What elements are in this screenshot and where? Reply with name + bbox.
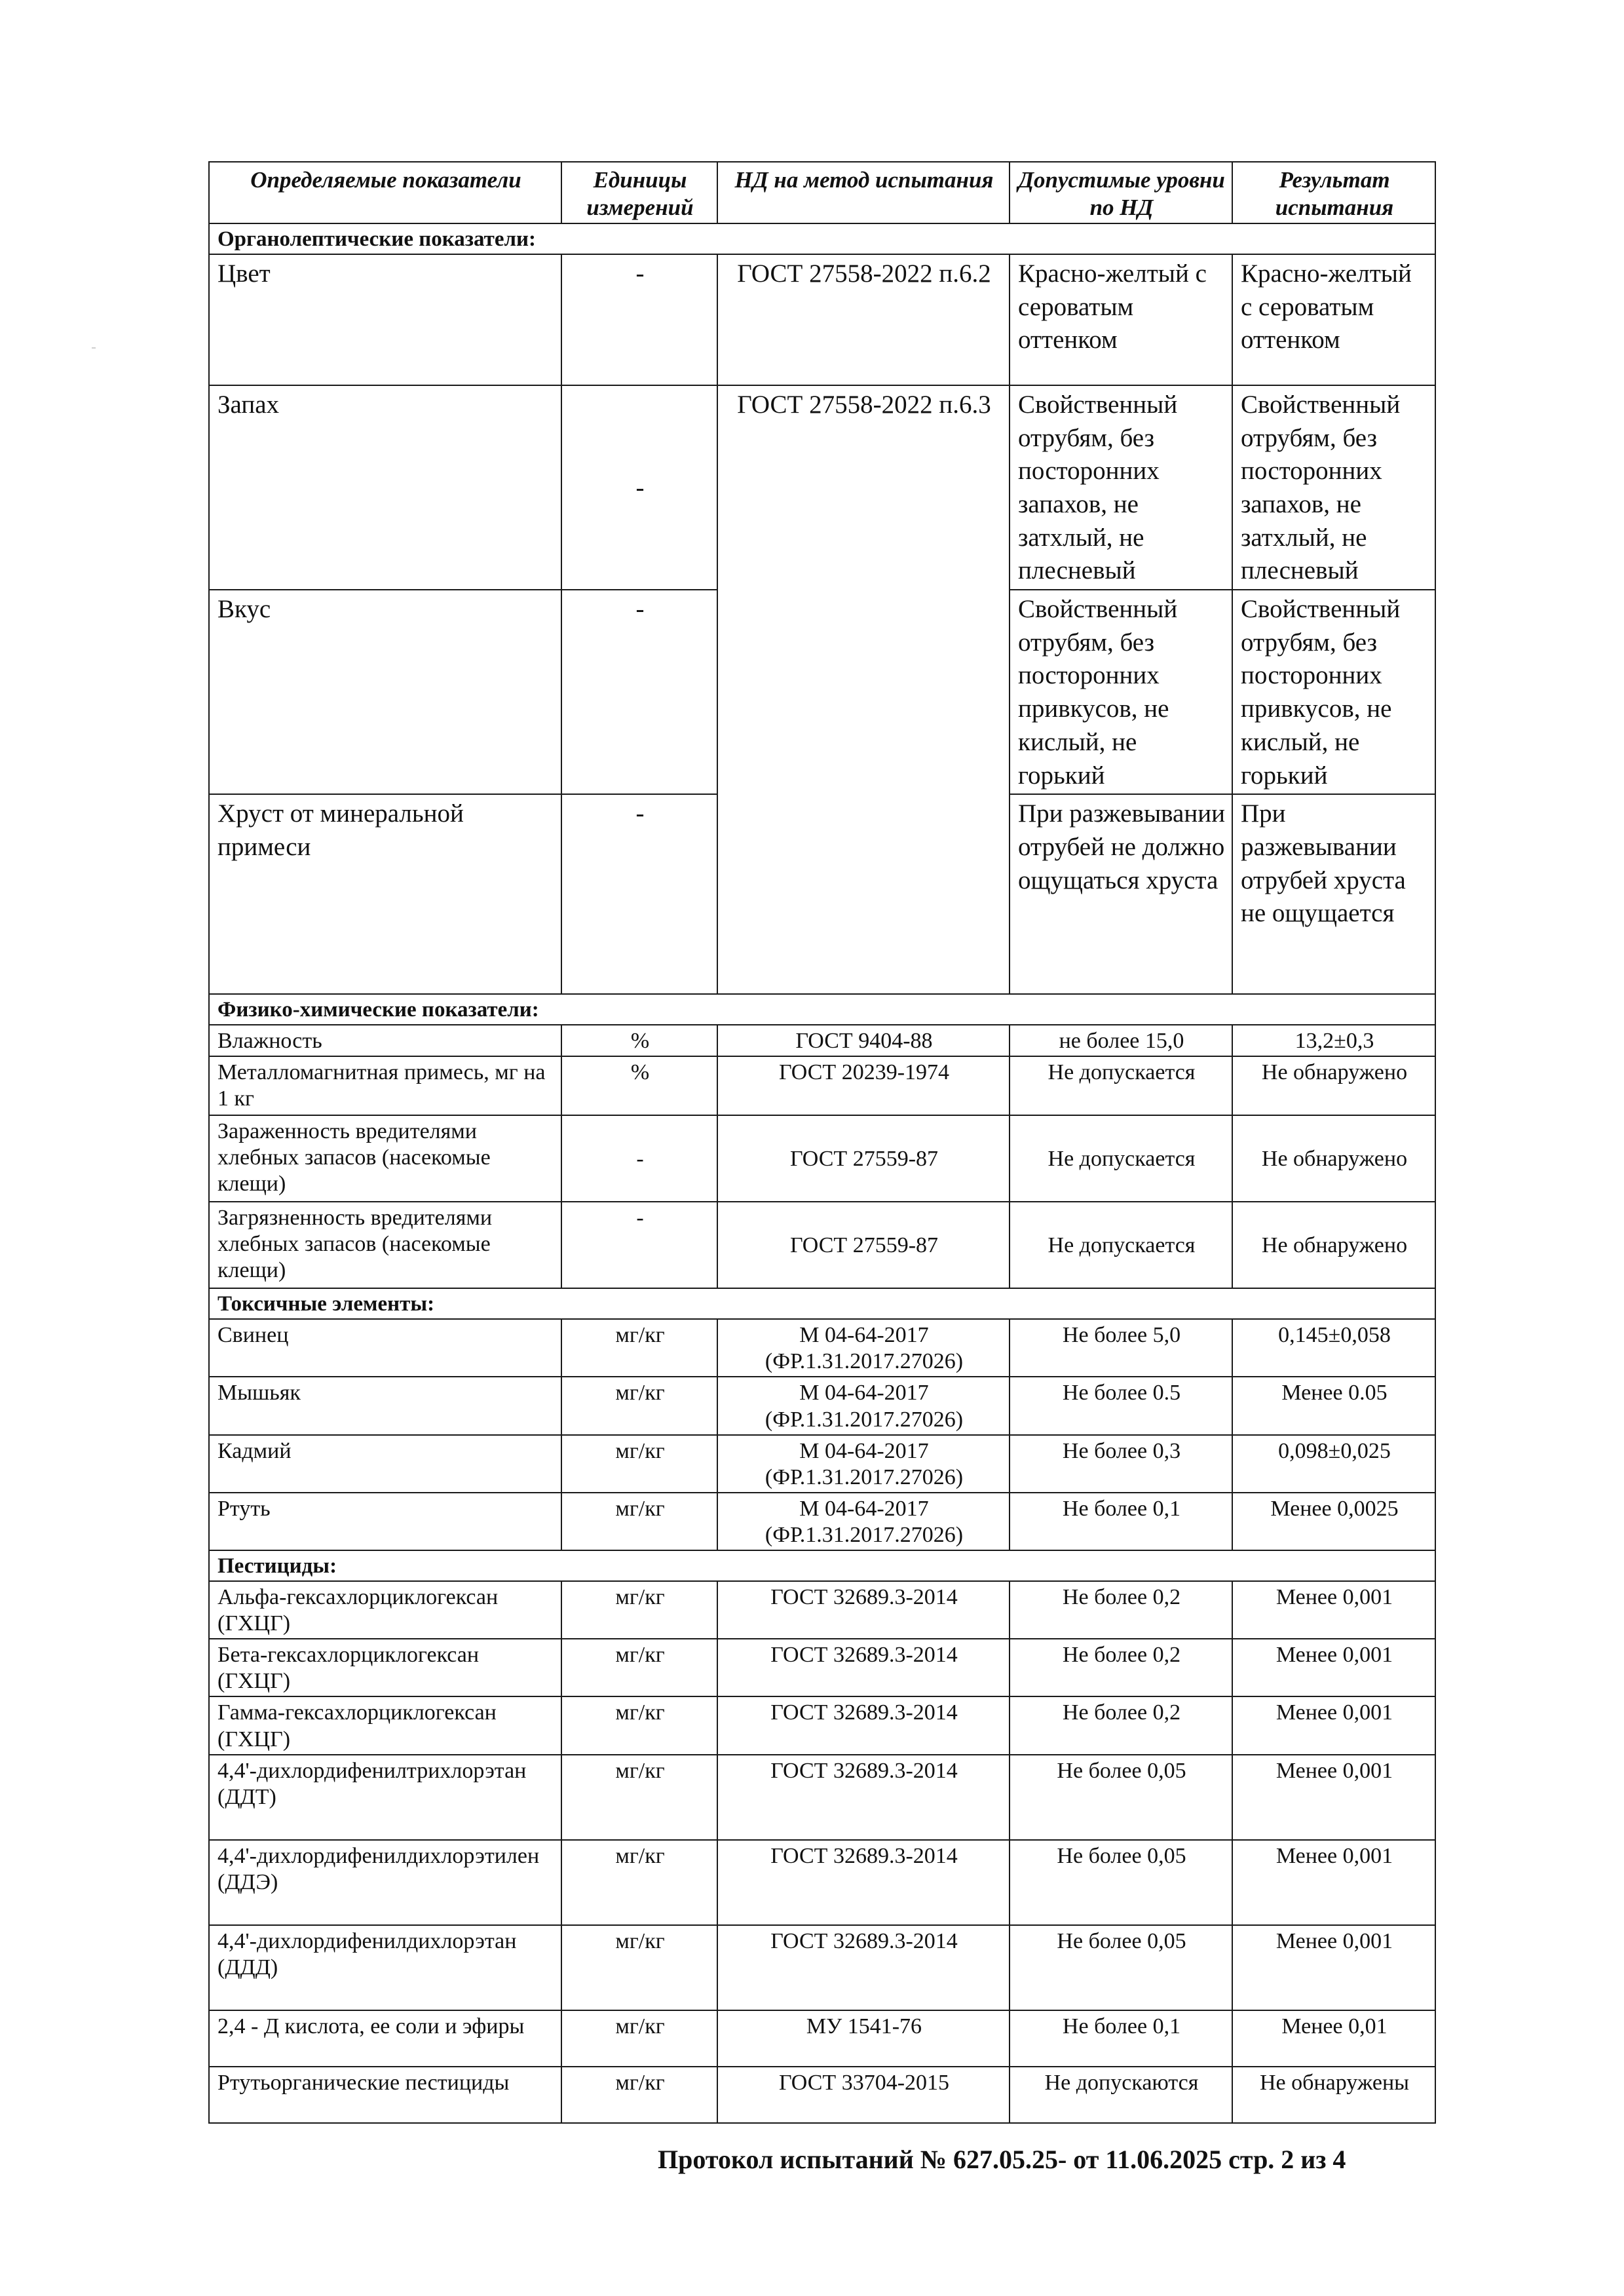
result-cell: Не обнаружены <box>1232 2067 1435 2123</box>
section-title: Физико-химические показатели: <box>209 994 1435 1025</box>
result-cell: Менее 0,001 <box>1232 1925 1435 2010</box>
indicator-cell: Металломагнитная примесь, мг на 1 кг <box>209 1056 561 1115</box>
indicator-cell: Влажность <box>209 1025 561 1056</box>
indicator-cell: Свинец <box>209 1319 561 1377</box>
result-cell: Менее 0,01 <box>1232 2010 1435 2067</box>
indicator-cell: Хруст от минеральной примеси <box>209 794 561 994</box>
unit-cell: мг/кг <box>561 2010 717 2067</box>
result-cell: При разжевывании отрубей хруста не ощущается <box>1232 794 1435 994</box>
result-cell: 0,098±0,025 <box>1232 1435 1435 1493</box>
table-row <box>209 1925 1435 2010</box>
method-cell: М 04-64-2017 (ФР.1.31.2017.27026) <box>717 1377 1010 1434</box>
result-cell: Менее 0,0025 <box>1232 1493 1435 1550</box>
limit-cell: Не более 0,2 <box>1010 1581 1232 1639</box>
section-title: Органолептические показатели: <box>209 223 1435 254</box>
table-row <box>209 1377 1435 1434</box>
result-cell: Свойственный отрубям, без посторонних привкусов, не кислый, не горький <box>1232 590 1435 794</box>
table-row <box>209 1493 1435 1550</box>
result-cell: Красно-желтый с сероватым оттенком <box>1232 254 1435 385</box>
limit-cell: Не более 0,2 <box>1010 1696 1232 1754</box>
unit-cell: мг/кг <box>561 1755 717 1840</box>
test-results-table <box>208 161 1436 2124</box>
table-row <box>209 1840 1435 1925</box>
unit-cell: мг/кг <box>561 1377 717 1434</box>
limit-cell: Не допускается <box>1010 1115 1232 1202</box>
unit-cell: - <box>561 1115 717 1202</box>
method-cell: ГОСТ 32689.3-2014 <box>717 1581 1010 1639</box>
method-cell: М 04-64-2017 (ФР.1.31.2017.27026) <box>717 1493 1010 1550</box>
limit-cell: Свойственный отрубям, без посторонних привкусов, не кислый, не горький <box>1010 590 1232 794</box>
section-organoleptic <box>209 223 1435 254</box>
limit-cell: Не более 0,3 <box>1010 1435 1232 1493</box>
unit-cell: - <box>561 1202 717 1288</box>
table-row <box>209 254 1435 385</box>
limit-cell: Не более 0,2 <box>1010 1639 1232 1696</box>
indicator-cell: Ртутьорганические пестициды <box>209 2067 561 2123</box>
indicator-cell: Цвет <box>209 254 561 385</box>
method-cell: ГОСТ 27559-87 <box>717 1202 1010 1288</box>
table-row <box>209 1115 1435 1202</box>
method-cell: ГОСТ 27558-2022 п.6.2 <box>717 254 1010 385</box>
table-row <box>209 1056 1435 1115</box>
result-cell: Менее 0,001 <box>1232 1696 1435 1754</box>
result-cell: Не обнаружено <box>1232 1202 1435 1288</box>
unit-cell: мг/кг <box>561 1925 717 2010</box>
unit-cell: мг/кг <box>561 1493 717 1550</box>
method-cell: ГОСТ 27559-87 <box>717 1115 1010 1202</box>
method-cell: ГОСТ 32689.3-2014 <box>717 1696 1010 1754</box>
table-header-row <box>209 162 1435 223</box>
limit-cell: Не более 0.5 <box>1010 1377 1232 1434</box>
limit-cell: Не более 0,1 <box>1010 2010 1232 2067</box>
indicator-cell: Бета-гексахлорциклогексан (ГХЦГ) <box>209 1639 561 1696</box>
unit-cell: мг/кг <box>561 1840 717 1925</box>
section-physchem <box>209 994 1435 1025</box>
table-row <box>209 1581 1435 1639</box>
result-cell: Менее 0,001 <box>1232 1840 1435 1925</box>
unit-cell: мг/кг <box>561 1581 717 1639</box>
method-cell: М 04-64-2017 (ФР.1.31.2017.27026) <box>717 1319 1010 1377</box>
unit-cell: % <box>561 1025 717 1056</box>
unit-cell: - <box>561 385 717 590</box>
unit-cell: - <box>561 254 717 385</box>
table-row <box>209 1639 1435 1696</box>
limit-cell: Красно-желтый с сероватым оттенком <box>1010 254 1232 385</box>
header-unit: Единицы измерений <box>561 162 717 223</box>
method-cell: ГОСТ 9404-88 <box>717 1025 1010 1056</box>
limit-cell: Не более 0,05 <box>1010 1755 1232 1840</box>
limit-cell: Не более 0,1 <box>1010 1493 1232 1550</box>
indicator-cell: 4,4'-дихлордифенилдихлорэтилен (ДДЭ) <box>209 1840 561 1925</box>
result-cell: Менее 0,001 <box>1232 1581 1435 1639</box>
section-title: Пестициды: <box>209 1550 1435 1581</box>
indicator-cell: Ртуть <box>209 1493 561 1550</box>
method-cell: М 04-64-2017 (ФР.1.31.2017.27026) <box>717 1435 1010 1493</box>
table-row <box>209 1025 1435 1056</box>
table-row <box>209 385 1435 590</box>
section-title: Токсичные элементы: <box>209 1288 1435 1319</box>
result-cell: Менее 0,001 <box>1232 1755 1435 1840</box>
unit-cell: % <box>561 1056 717 1115</box>
method-cell: ГОСТ 32689.3-2014 <box>717 1639 1010 1696</box>
page-footer: Протокол испытаний № 627.05.25- от 11.06.2025 стр. 2 из 4 <box>658 2145 1346 2174</box>
limit-cell: Не допускается <box>1010 1056 1232 1115</box>
indicator-cell: Вкус <box>209 590 561 794</box>
method-cell: ГОСТ 20239-1974 <box>717 1056 1010 1115</box>
indicator-cell: Загрязненность вредителями хлебных запасов (насекомые клещи) <box>209 1202 561 1288</box>
limit-cell: Не более 0,05 <box>1010 1840 1232 1925</box>
indicator-cell: Мышьяк <box>209 1377 561 1434</box>
unit-cell: - <box>561 590 717 794</box>
result-cell: Не обнаружено <box>1232 1056 1435 1115</box>
unit-cell: мг/кг <box>561 2067 717 2123</box>
table-row <box>209 1696 1435 1754</box>
indicator-cell: Запах <box>209 385 561 590</box>
header-indicator: Определяемые показатели <box>209 162 561 223</box>
scan-speck <box>92 347 96 349</box>
header-method: НД на метод испытания <box>717 162 1010 223</box>
limit-cell: Не допускаются <box>1010 2067 1232 2123</box>
unit-cell: мг/кг <box>561 1319 717 1377</box>
indicator-cell: Альфа-гексахлорциклогексан (ГХЦГ) <box>209 1581 561 1639</box>
unit-cell: - <box>561 794 717 994</box>
result-cell: Не обнаружено <box>1232 1115 1435 1202</box>
table-row <box>209 2010 1435 2067</box>
table-row <box>209 1319 1435 1377</box>
result-cell: Менее 0,001 <box>1232 1639 1435 1696</box>
unit-cell: мг/кг <box>561 1696 717 1754</box>
unit-cell: мг/кг <box>561 1639 717 1696</box>
header-result: Результат испытания <box>1232 162 1435 223</box>
method-cell: МУ 1541-76 <box>717 2010 1010 2067</box>
section-toxic <box>209 1288 1435 1319</box>
indicator-cell: Зараженность вредителями хлебных запасов (насекомые клещи) <box>209 1115 561 1202</box>
limit-cell: При разжевывании отрубей не должно ощущаться хруста <box>1010 794 1232 994</box>
header-limit: Допустимые уровни по НД <box>1010 162 1232 223</box>
section-pesticides <box>209 1550 1435 1581</box>
unit-cell: мг/кг <box>561 1435 717 1493</box>
table-row <box>209 1202 1435 1288</box>
indicator-cell: 4,4'-дихлордифенилтрихлорэтан (ДДТ) <box>209 1755 561 1840</box>
indicator-cell: Гамма-гексахлорциклогексан (ГХЦГ) <box>209 1696 561 1754</box>
result-cell: 0,145±0,058 <box>1232 1319 1435 1377</box>
result-cell: 13,2±0,3 <box>1232 1025 1435 1056</box>
limit-cell: Свойственный отрубям, без посторонних запахов, не затхлый, не плесневый <box>1010 385 1232 590</box>
result-cell: Свойственный отрубям, без посторонних запахов, не затхлый, не плесневый <box>1232 385 1435 590</box>
indicator-cell: 4,4'-дихлордифенилдихлорэтан (ДДД) <box>209 1925 561 2010</box>
indicator-cell: 2,4 - Д кислота, ее соли и эфиры <box>209 2010 561 2067</box>
limit-cell: Не более 0,05 <box>1010 1925 1232 2010</box>
method-cell: ГОСТ 27558-2022 п.6.3 <box>717 385 1010 994</box>
method-cell: ГОСТ 33704-2015 <box>717 2067 1010 2123</box>
limit-cell: Не допускается <box>1010 1202 1232 1288</box>
table-row <box>209 1755 1435 1840</box>
indicator-cell: Кадмий <box>209 1435 561 1493</box>
table-row <box>209 2067 1435 2123</box>
table-row <box>209 1435 1435 1493</box>
result-cell: Менее 0.05 <box>1232 1377 1435 1434</box>
method-cell: ГОСТ 32689.3-2014 <box>717 1925 1010 2010</box>
method-cell: ГОСТ 32689.3-2014 <box>717 1840 1010 1925</box>
limit-cell: не более 15,0 <box>1010 1025 1232 1056</box>
limit-cell: Не более 5,0 <box>1010 1319 1232 1377</box>
method-cell: ГОСТ 32689.3-2014 <box>717 1755 1010 1840</box>
